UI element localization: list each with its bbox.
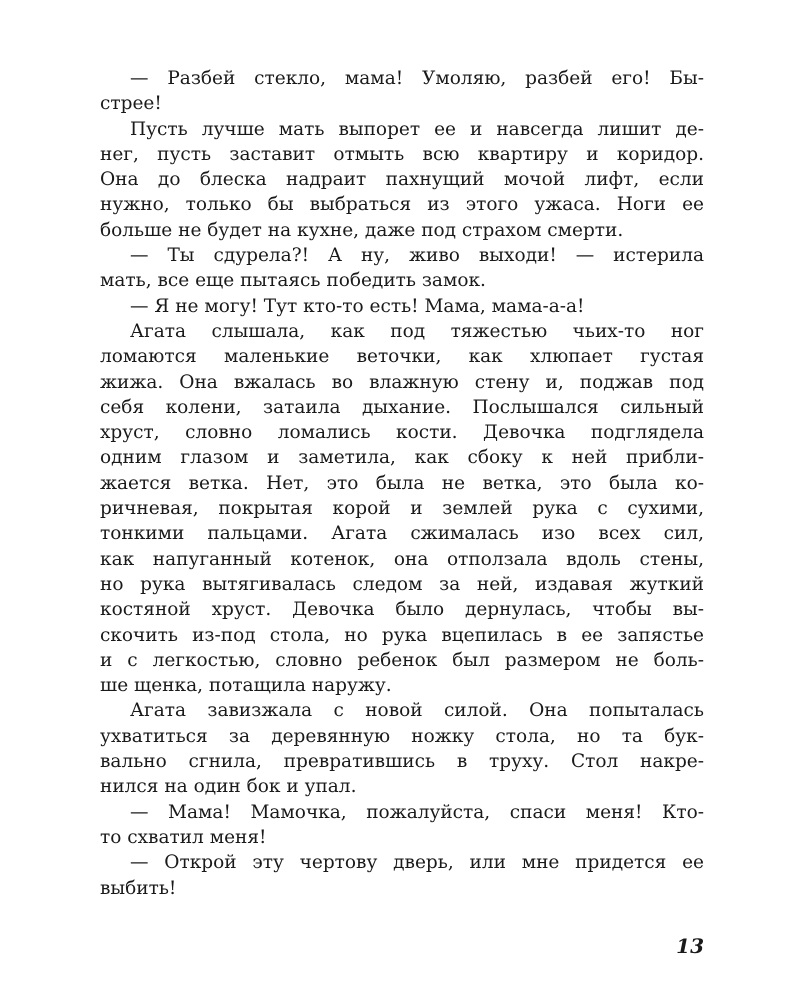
page-number: 13 [676, 934, 704, 958]
text-line: ломаются маленькие веточки, как хлюпает густая [100, 346, 704, 368]
text-line: — Ты сдурела?! А ну, живо выходи! — истерила [130, 245, 704, 267]
text-line: как напуганный котенок, она отползала вдоль стены, [100, 548, 704, 570]
text-line: жается ветка. Нет, это была не ветка, это была ко- [100, 472, 704, 494]
page-body [100, 66, 704, 901]
text-line: — Мама! Мамочка, пожалуйста, спаси меня! Кто- [130, 801, 704, 823]
text-line: Агата завизжала с новой силой. Она попыталась [130, 700, 704, 722]
text-line: Агата слышала, как под тяжестью чьих-то ног [130, 320, 704, 342]
text-line: то схватил меня! [100, 826, 267, 848]
text-line: ухватиться за деревянную ножку стола, но та бук- [100, 725, 704, 747]
text-line: мать, все еще пытаясь победить замок. [100, 270, 486, 292]
text-line: вально сгнила, превратившись в труху. Стол накре- [100, 751, 704, 773]
text-line: — Открой эту чертову дверь, или мне придется ее [130, 852, 704, 874]
text-line: — Я не могу! Тут кто-то есть! Мама, мама-а-а! [130, 295, 585, 317]
text-line: нег, пусть заставит отмыть всю квартиру и коридор. [100, 143, 704, 165]
text-line: стрее! [100, 93, 162, 115]
text-line: одним глазом и заметила, как сбоку к ней прибли- [100, 447, 704, 469]
text-line: ричневая, покрытая корой и землей рука с сухими, [100, 498, 704, 520]
text-line: и с легкостью, словно ребенок был размером не боль- [100, 649, 704, 671]
text-line: Она до блеска надраит пахнущий мочой лифт, если [100, 169, 704, 191]
text-line: тонкими пальцами. Агата сжималась изо всех сил, [100, 523, 704, 545]
text-line: — Разбей стекло, мама! Умоляю, разбей его! Бы- [130, 68, 704, 89]
text-line: скочить из-под стола, но рука вцепилась в ее запястье [100, 624, 704, 646]
text-line: костяной хруст. Девочка было дернулась, чтобы вы- [100, 599, 704, 621]
text-line: нужно, только бы выбраться из этого ужаса. Ноги ее [100, 194, 704, 216]
text-line: выбить! [100, 877, 177, 899]
text-line: жижа. Она вжалась во влажную стену и, поджав под [100, 371, 704, 393]
text-line: хруст, словно ломались кости. Девочка подглядела [100, 422, 704, 444]
text-line: больше не будет на кухне, даже под страхом смерти. [100, 219, 624, 241]
text-line: но рука вытягивалась следом за ней, издавая жуткий [100, 573, 704, 595]
text-line: нился на один бок и упал. [100, 776, 357, 798]
text-line: Пусть лучше мать выпорет ее и навсегда лишит де- [130, 118, 704, 140]
text-line: себя колени, затаила дыхание. Послышался сильный [100, 396, 704, 418]
text-line: ше щенка, потащила наружу. [100, 675, 392, 697]
